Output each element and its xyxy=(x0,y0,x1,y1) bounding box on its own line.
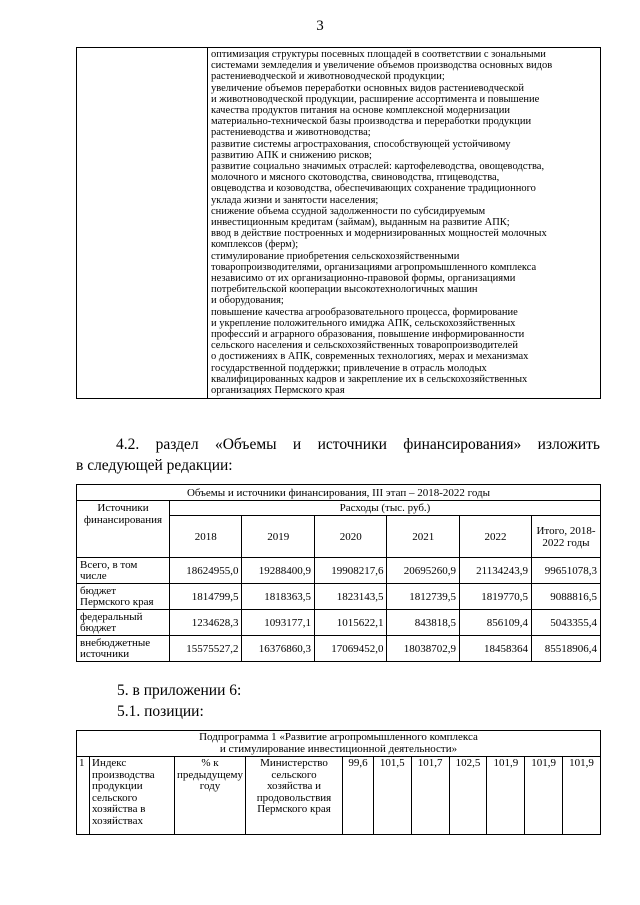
cell-value: 18458364 xyxy=(459,636,531,662)
cell-value: 1015622,1 xyxy=(314,610,386,636)
year-header: 2021 xyxy=(387,516,459,558)
indicator-value: 101,7 xyxy=(411,757,449,835)
cell-value: 99651078,3 xyxy=(532,558,601,584)
goal-line: инвестиционным кредитам (займам), выданным на развитие АПК; xyxy=(211,217,510,229)
goal-line: оптимизация структуры посевных площадей в соответствии с зональными xyxy=(211,49,546,60)
goal-line: развитие социально значимых отраслей: картофелеводства, овощеводства, xyxy=(211,161,545,173)
total-header: Итого, 2018-2022 годы xyxy=(532,516,601,558)
goal-line: ввод в действие построенных и модернизированных мощностей молочных xyxy=(211,228,547,240)
goals-empty-cell xyxy=(77,48,208,399)
row-label: бюджет Пермского края xyxy=(77,584,170,610)
row-label: федеральный бюджет xyxy=(77,610,170,636)
indicator-value: 101,5 xyxy=(373,757,411,835)
goal-line: увеличение объемов переработки основных видов растениеводческой xyxy=(211,82,525,94)
year-header: 2018 xyxy=(170,516,242,558)
goal-line: развитие системы агрострахования, способствующей устойчивому xyxy=(211,138,511,150)
table-row xyxy=(77,636,601,662)
cell-value: 20695260,9 xyxy=(387,558,459,584)
indicator-value: 101,9 xyxy=(487,757,525,835)
financing-caption: Объемы и источники финансирования, III этап – 2018-2022 годы xyxy=(77,485,601,501)
cell-value: 1819770,5 xyxy=(459,584,531,610)
year-header: 2022 xyxy=(459,516,531,558)
subprogram-title xyxy=(77,731,601,757)
goal-line: государственной поддержки; привлечение в отрасль молодых xyxy=(211,362,487,374)
goal-line: организациях Пермского края xyxy=(211,385,345,397)
goal-line: и оборудования; xyxy=(211,295,284,307)
goal-line: овцеводства и козоводства, обеспечивающих сохранение традиционного xyxy=(211,183,536,195)
goal-line: независимо от их организационно-правовой формы, организациями xyxy=(211,273,516,285)
goal-line: квалифицированных кадров и закрепление их в сельскохозяйственных xyxy=(211,373,528,385)
page-number: 3 xyxy=(316,18,324,34)
goals-table xyxy=(76,47,601,399)
indicator-value: 101,9 xyxy=(563,757,601,835)
goal-line: системами земледелия и увеличение объемов производства основных видов xyxy=(211,60,553,72)
para-word: и xyxy=(292,436,302,453)
para-word: изложить xyxy=(537,436,600,453)
cell-value: 19288400,9 xyxy=(242,558,314,584)
goal-line: растениеводства и животноводства; xyxy=(211,127,371,139)
goal-line: о достижениях в АПК, современных технологиях, мерах и механизмах xyxy=(211,351,529,363)
paragraph-4-2 xyxy=(116,436,600,454)
goal-line: сельского населения и сельскохозяйственных товаропроизводителей xyxy=(211,340,518,352)
para-word: раздел xyxy=(155,436,199,453)
cell-value: 19908217,6 xyxy=(314,558,386,584)
cell-value: 85518906,4 xyxy=(532,636,601,662)
goals-text-cell xyxy=(208,48,601,399)
year-header: 2019 xyxy=(242,516,314,558)
cell-value: 1818363,5 xyxy=(242,584,314,610)
cell-value: 18624955,0 xyxy=(170,558,242,584)
indicator-value: 101,9 xyxy=(525,757,563,835)
indicator-value: 102,5 xyxy=(449,757,487,835)
para-word: «Объемы xyxy=(214,436,277,453)
indicator-name: Индекс производства продукции сельского хозяйства в хозяйствах xyxy=(90,757,175,835)
goal-line: уклада жизни и занятости населения; xyxy=(211,194,379,206)
indicator-value: 99,6 xyxy=(343,757,374,835)
table-row xyxy=(77,610,601,636)
goal-line: потребительской кооперации высокотехнологичных машин xyxy=(211,284,478,296)
goal-line: материально-технической базы производства и переработки продукции xyxy=(211,116,532,128)
goal-line: молочного и мясного скотоводства, свиноводства, птицеводства, xyxy=(211,172,500,184)
table-row xyxy=(77,558,601,584)
cell-value: 1234628,3 xyxy=(170,610,242,636)
cell-value: 1812739,5 xyxy=(387,584,459,610)
unit: % к предыдущему году xyxy=(175,757,246,835)
goal-line: развитию АПК и снижению рисков; xyxy=(211,149,372,161)
goal-line: комплексов (ферм); xyxy=(211,239,299,251)
goal-line: товаропроизводителями, организациями агропромышленного комплекса xyxy=(211,261,537,273)
cell-value: 1814799,5 xyxy=(170,584,242,610)
row-label: внебюджетные источники xyxy=(77,636,170,662)
subprogram-table xyxy=(76,730,601,835)
table-row xyxy=(77,584,601,610)
paragraph-5: 5. в приложении 6: xyxy=(117,682,242,699)
goal-line: качества продуктов питания на основе комплексной модернизации xyxy=(211,105,510,117)
cell-value: 1093177,1 xyxy=(242,610,314,636)
goal-line: профессий и аграрного образования, повышение информированности xyxy=(211,329,525,341)
goal-line: снижение объема ссудной задолженности по субсидируемым xyxy=(211,205,486,217)
goal-line: растениеводческой и животноводческой продукции; xyxy=(211,71,445,83)
expenses-header: Расходы (тыс. руб.) xyxy=(170,501,601,516)
goal-line: и укрепление положительного имиджа АПК, сельскохозяйственных xyxy=(211,317,516,329)
cell-value: 5043355,4 xyxy=(532,610,601,636)
cell-value: 856109,4 xyxy=(459,610,531,636)
cell-value: 843818,5 xyxy=(387,610,459,636)
subprogram-title-line: Подпрограмма 1 «Развитие агропромышленного комплекса xyxy=(199,731,478,743)
paragraph-4-2-continuation: в следующей редакции: xyxy=(76,457,233,474)
cell-value: 16376860,3 xyxy=(242,636,314,662)
source-header: Источники финансирования xyxy=(77,501,170,558)
goal-line: повышение качества агрообразовательного процесса, формирование xyxy=(211,306,518,318)
row-label: Всего, в том числе xyxy=(77,558,170,584)
goal-line: стимулирование приобретения сельскохозяйственными xyxy=(211,250,460,262)
para-word: финансирования» xyxy=(403,436,522,453)
cell-value: 9088816,5 xyxy=(532,584,601,610)
cell-value: 21134243,9 xyxy=(459,558,531,584)
goal-line: и животноводческой продукции, расширение ассортимента и повышение xyxy=(211,93,540,105)
para-word: 4.2. xyxy=(116,436,140,453)
cell-value: 17069452,0 xyxy=(314,636,386,662)
para-word: источники xyxy=(317,436,387,453)
cell-value: 15575527,2 xyxy=(170,636,242,662)
cell-value: 1823143,5 xyxy=(314,584,386,610)
subprogram-title-line: и стимулирование инвестиционной деятельности» xyxy=(219,742,458,755)
responsible-agency: Министерство сельского хозяйства и продовольствия Пермского края xyxy=(246,757,343,835)
year-header: 2020 xyxy=(314,516,386,558)
row-number: 1 xyxy=(77,757,90,835)
paragraph-5-1: 5.1. позиции: xyxy=(117,703,204,720)
cell-value: 18038702,9 xyxy=(387,636,459,662)
financing-table xyxy=(76,484,601,662)
